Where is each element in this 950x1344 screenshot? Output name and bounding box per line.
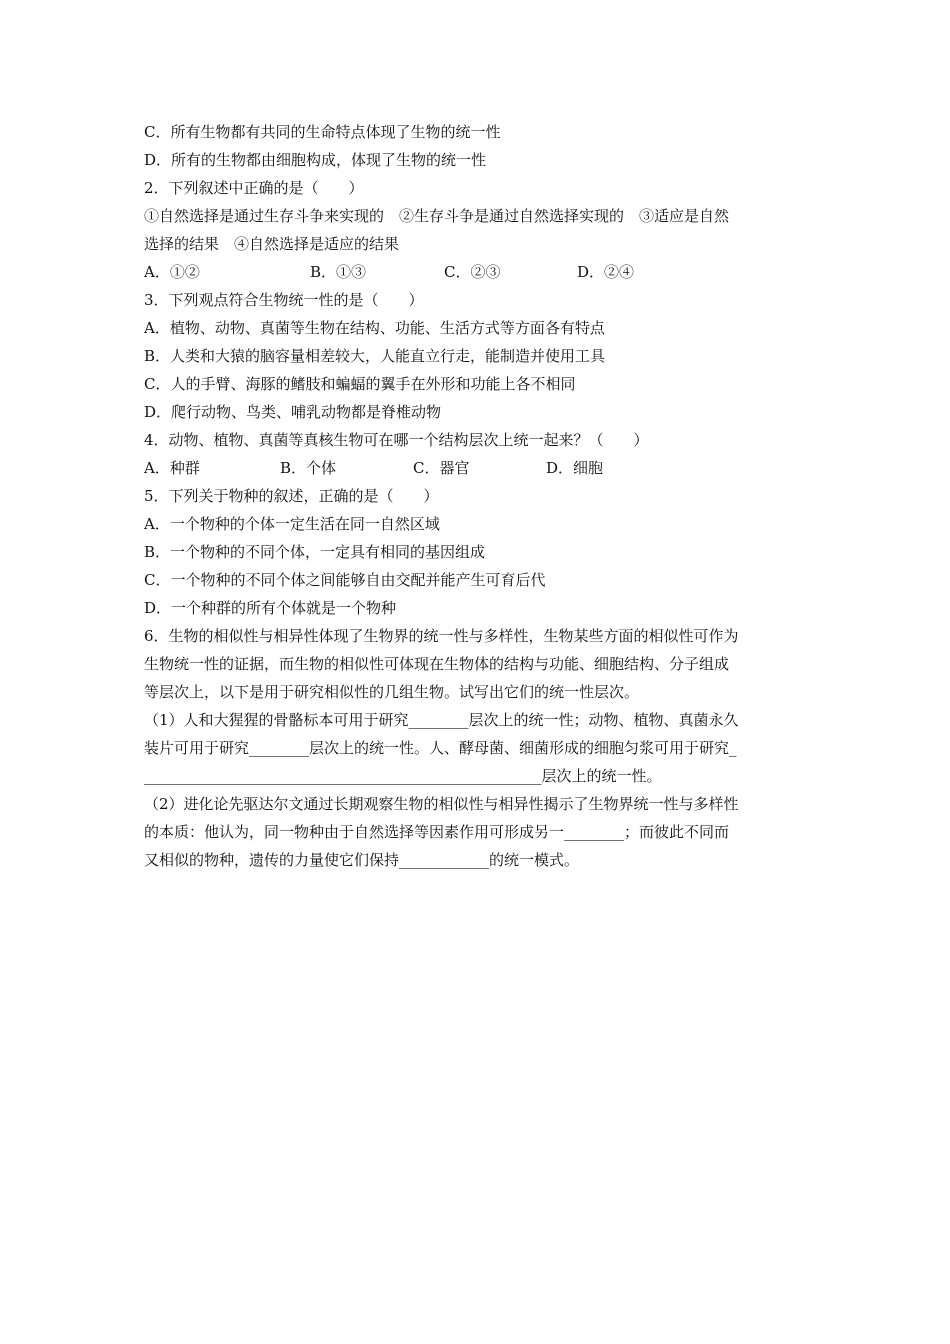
document-page [144, 118, 808, 874]
q6-intro-line3: 等层次上，以下是用于研究相似性的几组生物。试写出它们的统一性层次。 [144, 683, 640, 701]
q2-options [144, 258, 808, 286]
q4-options [144, 454, 808, 482]
q6-intro-line1: 6．生物的相似性与相异性体现了生物界的统一性与多样性，生物某些方面的相似性可作为 [144, 627, 739, 645]
q6-intro-line2: 生物统一性的证据，而生物的相似性可体现在生物体的结构与功能、细胞结构、分子组成 [144, 655, 730, 673]
q2-option-c: C．②③ [444, 263, 501, 281]
q3-option-d: D．爬行动物、鸟类、哺乳动物都是脊椎动物 [144, 403, 442, 421]
q3-stem: 3．下列观点符合生物统一性的是（ ） [144, 291, 424, 309]
q2-option-b: B．①③ [310, 263, 367, 281]
q4-stem: 4．动物、植物、真菌等真核生物可在哪一个结构层次上统一起来？（ ） [144, 431, 649, 449]
q5-option-d: D．一个种群的所有个体就是一个物种 [144, 599, 397, 617]
q6-part2-line1: （2）进化论先驱达尔文通过长期观察生物的相似性与相异性揭示了生物界统一性与多样性 [144, 795, 739, 813]
q2-stem: 2．下列叙述中正确的是（ ） [144, 179, 364, 197]
q6-part1-line2: 装片可用于研究________层次上的统一性。人、酵母菌、细菌形成的细胞匀浆可用于研究_ [144, 739, 737, 757]
q3-option-c: C．人的手臂、海豚的鳍肢和蝙蝠的翼手在外形和功能上各不相同 [144, 375, 576, 393]
q2-statements-line2: 选择的结果 ④自然选择是适应的结果 [144, 235, 400, 253]
q5-stem: 5．下列关于物种的叙述，正确的是（ ） [144, 487, 439, 505]
q1-option-d: D．所有的生物都由细胞构成，体现了生物的统一性 [144, 151, 487, 169]
q2-statements-line1: ①自然选择是通过生存斗争来实现的 ②生存斗争是通过自然选择实现的 ③适应是自然 [144, 207, 730, 225]
q3-option-b: B．人类和大猿的脑容量相差较大，人能直立行走，能制造并使用工具 [144, 347, 606, 365]
q6-part1-line1: （1）人和大猩猩的骨骼标本可用于研究________层次上的统一性；动物、植物、真菌永久 [144, 711, 739, 729]
q6-part2-line3: 又相似的物种，遗传的力量使它们保持____________的统一模式。 [144, 851, 580, 869]
q4-option-a: A．种群 [144, 459, 200, 477]
q2-option-d: D．②④ [577, 263, 635, 281]
q5-option-b: B．一个物种的不同个体，一定具有相同的基因组成 [144, 543, 486, 561]
q5-option-a: A．一个物种的个体一定生活在同一自然区域 [144, 515, 440, 533]
q3-option-a: A．植物、动物、真菌等生物在结构、功能、生活方式等方面各有特点 [144, 319, 605, 337]
q1-option-c: C．所有生物都有共同的生命特点体现了生物的统一性 [144, 123, 501, 141]
q6-part2-line2: 的本质：他认为，同一物种由于自然选择等因素作用可形成另一________；而彼此不同而 [144, 823, 730, 841]
q4-option-c: C．器官 [413, 459, 470, 477]
q4-option-b: B．个体 [280, 459, 337, 477]
q2-option-a: A．①② [144, 263, 200, 281]
q5-option-c: C．一个物种的不同个体之间能够自由交配并能产生可育后代 [144, 571, 546, 589]
q6-part1-line3: _____________________________________________________层次上的统一性。 [144, 767, 662, 785]
q4-option-d: D．细胞 [546, 459, 604, 477]
